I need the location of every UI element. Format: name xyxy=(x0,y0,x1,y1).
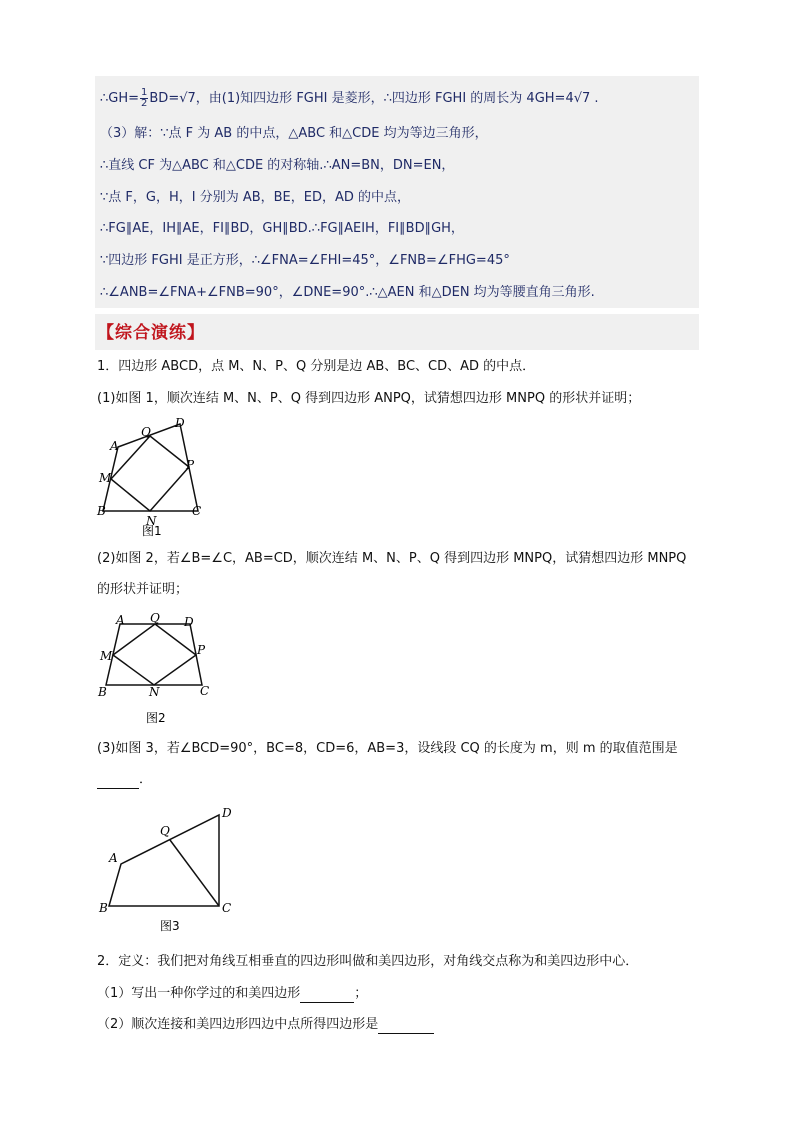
solution-line-3: ∴直线 CF 为△ABC 和△CDE 的对称轴.∴AN=BN，DN=EN， xyxy=(100,158,455,173)
figure-2-label-a: A xyxy=(116,613,125,627)
figure-2-label-p: P xyxy=(197,643,206,657)
answer-blank-range[interactable] xyxy=(97,775,139,789)
solution-line-7: ∴∠ANB=∠FNA+∠FNB=90°，∠DNE=90°.∴△AEN 和△DEN 均为等腰直角三角形. xyxy=(100,285,595,300)
fraction-denominator: 2 xyxy=(141,98,148,109)
figure-2-label-c: C xyxy=(200,684,210,698)
figure-1-label-a: A xyxy=(110,439,119,453)
figure-3-label-d: D xyxy=(222,806,232,820)
problem-1-part-3-period: ． xyxy=(139,772,153,787)
problem-2-part-2 xyxy=(97,1016,434,1034)
solution-line-1 xyxy=(100,88,599,109)
figure-2-quadrilateral-mnpq xyxy=(113,624,196,685)
figure-1-quadrilateral-mnpq xyxy=(111,436,189,511)
figure-3-label-c: C xyxy=(222,901,232,915)
problem-2-part-1 xyxy=(97,985,367,1003)
figure-1-caption: 图1 xyxy=(142,524,162,538)
figure-1 xyxy=(94,414,214,538)
figure-1-label-c: C xyxy=(192,504,202,518)
solution-line-1-end: BD=√7，由(1)知四边形 FGHI 是菱形，∴四边形 FGHI 的周长为 4GH=4√7 . xyxy=(149,91,599,106)
figure-3-label-a: A xyxy=(109,851,118,865)
figure-2-label-n: N xyxy=(149,685,160,699)
problem-1-part-1: (1)如图 1，顺次连结 M、N、P、Q 得到四边形 ANPQ，试猜想四边形 MNPQ 的形状并证明； xyxy=(97,391,641,406)
figure-1-label-n: N xyxy=(146,514,157,528)
figure-2-label-q: Q xyxy=(150,611,160,625)
figure-1-label-b: B xyxy=(97,504,106,518)
problem-1-part-3-answer xyxy=(97,771,152,789)
solution-line-2: （3）解：∵点 F 为 AB 的中点，△ABC 和△CDE 均为等边三角形， xyxy=(100,126,488,141)
solution-line-6: ∵四边形 FGHI 是正方形，∴∠FNA=∠FHI=45°，∠FNB=∠FHG=45° xyxy=(100,253,510,268)
figure-3-label-b: B xyxy=(99,901,108,915)
figure-1-label-q: Q xyxy=(141,425,151,439)
problem-2-part-1-semicolon: ； xyxy=(354,986,368,1001)
problem-1-stem: 1．四边形 ABCD，点 M、N、P、Q 分别是边 AB、BC、CD、AD 的中点． xyxy=(97,359,536,374)
solution-line-5: ∴FG∥AE，IH∥AE，FI∥BD，GH∥BD.∴FG∥AEIH，FI∥BD∥GH， xyxy=(100,221,464,236)
problem-2-part-1-text: （1）写出一种你学过的和美四边形 xyxy=(97,986,301,1001)
figure-2-label-d: D xyxy=(184,615,194,629)
figure-1-label-m: M xyxy=(99,471,112,485)
problem-1-part-2-line-1: (2)如图 2，若∠B=∠C，AB=CD，顺次连结 M、N、P、Q 得到四边形 MNPQ，试猜想四边形 MNPQ xyxy=(97,551,687,566)
figure-3-caption: 图3 xyxy=(160,919,180,933)
figure-1-label-d: D xyxy=(175,416,185,430)
section-title: 【综合演练】 xyxy=(97,323,205,343)
figure-2-label-b: B xyxy=(98,685,107,699)
problem-1-part-2-line-2: 的形状并证明； xyxy=(97,582,189,597)
figure-3 xyxy=(94,800,244,938)
figure-3-label-q: Q xyxy=(160,824,170,838)
problem-2-part-2-text: （2）顺次连接和美四边形四边中点所得四边形是 xyxy=(97,1017,379,1032)
figure-2 xyxy=(94,608,218,728)
figure-3-segment-cq xyxy=(170,840,219,906)
figure-2-quadrilateral-abcd xyxy=(106,624,202,685)
figure-2-label-m: M xyxy=(100,649,113,663)
fraction-half xyxy=(140,88,148,109)
solution-line-4: ∵点 F，G，H，I 分别为 AB，BE，ED，AD 的中点， xyxy=(100,190,411,205)
answer-blank-shape[interactable] xyxy=(378,1020,434,1034)
answer-blank-example[interactable] xyxy=(300,989,354,1003)
problem-2-stem: 2．定义：我们把对角线互相垂直的四边形叫做和美四边形，对角线交点称为和美四边形中心． xyxy=(97,954,639,969)
solution-line-1-start: ∴GH= xyxy=(100,91,140,106)
problem-1-part-3: (3)如图 3，若∠BCD=90°，BC=8，CD=6，AB=3，设线段 CQ 的长度为 m，则 m 的取值范围是 xyxy=(97,741,678,756)
fraction-numerator: 1 xyxy=(141,87,148,98)
figure-1-label-p: P xyxy=(186,458,195,472)
figure-2-caption: 图2 xyxy=(146,711,166,725)
